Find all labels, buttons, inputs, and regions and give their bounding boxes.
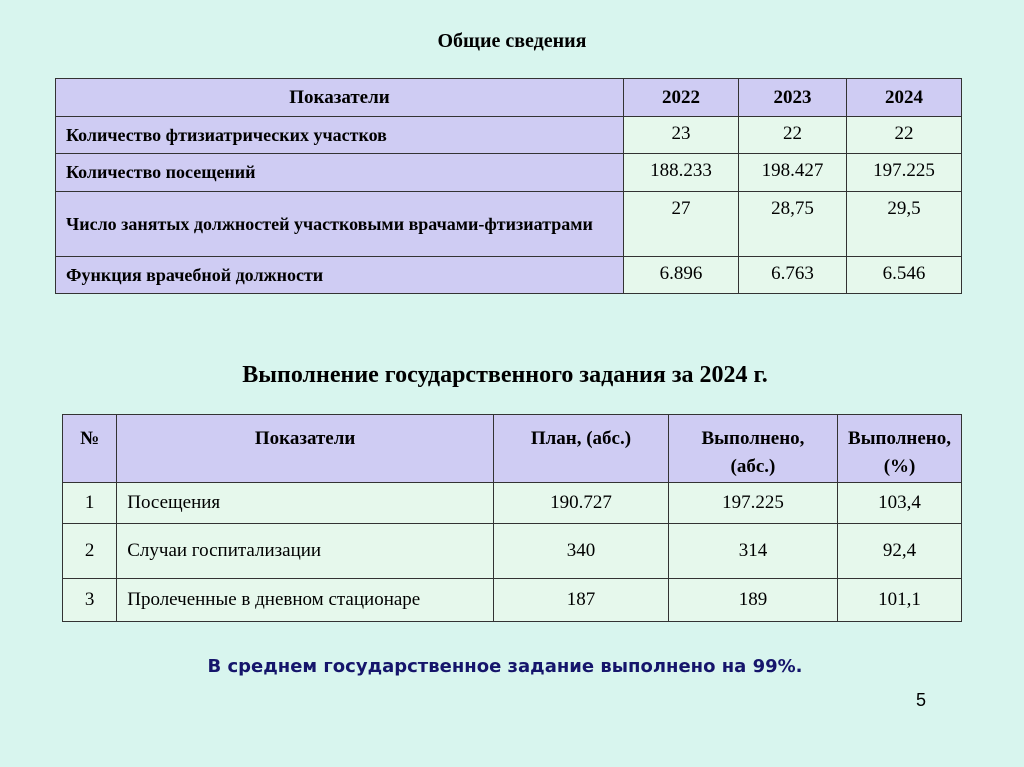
cell-pct: 101,1 [838, 579, 962, 622]
table-row [56, 257, 962, 294]
header-done-pct: Выполнено, (%) [838, 415, 962, 483]
state-task-title: Выполнение государственного задания за 2024 г. [242, 362, 768, 388]
cell-done: 197.225 [668, 483, 837, 524]
header-2024: 2024 [847, 79, 962, 117]
header-done-abs: Выполнено, (абс.) [668, 415, 837, 483]
cell-value: 188.233 [624, 154, 739, 192]
cell-value: 29,5 [847, 192, 962, 257]
cell-value: 197.225 [847, 154, 962, 192]
cell-value: 22 [847, 117, 962, 154]
table-header-row [63, 415, 962, 483]
cell-value: 27 [624, 192, 739, 257]
cell-done: 314 [668, 524, 837, 579]
page-number: 5 [916, 690, 927, 710]
cell-value: 6.546 [847, 257, 962, 294]
table-row [63, 579, 962, 622]
table-row [63, 524, 962, 579]
row-label: Количество фтизиатрических участков [56, 117, 624, 154]
cell-done: 189 [668, 579, 837, 622]
cell-value: 6.896 [624, 257, 739, 294]
header-plan: План, (абс.) [494, 415, 669, 483]
table-header-row [56, 79, 962, 117]
cell-pct: 92,4 [838, 524, 962, 579]
table-row [63, 483, 962, 524]
header-2023: 2023 [739, 79, 847, 117]
row-label: Число занятых должностей участковыми врачами-фтизиатрами [56, 192, 624, 257]
header-2022: 2022 [624, 79, 739, 117]
table-row [56, 192, 962, 257]
cell-plan: 190.727 [494, 483, 669, 524]
header-indicators: Показатели [56, 79, 624, 117]
cell-plan: 340 [494, 524, 669, 579]
header-indicators: Показатели [117, 415, 494, 483]
cell-value: 23 [624, 117, 739, 154]
row-label: Случаи госпитализации [117, 524, 494, 579]
row-label: Пролеченные в дневном стационаре [117, 579, 494, 622]
state-task-table [62, 414, 962, 622]
summary-text: В среднем государственное задание выполнено на 99%. [207, 656, 803, 677]
cell-value: 198.427 [739, 154, 847, 192]
row-label: Количество посещений [56, 154, 624, 192]
table-row [56, 117, 962, 154]
row-number: 2 [63, 524, 117, 579]
cell-value: 22 [739, 117, 847, 154]
general-info-table [55, 78, 962, 294]
table-row [56, 154, 962, 192]
cell-value: 28,75 [739, 192, 847, 257]
row-label: Функция врачебной должности [56, 257, 624, 294]
general-info-title: Общие сведения [437, 30, 587, 52]
row-number: 1 [63, 483, 117, 524]
cell-plan: 187 [494, 579, 669, 622]
header-number: № [63, 415, 117, 483]
cell-pct: 103,4 [838, 483, 962, 524]
row-label: Посещения [117, 483, 494, 524]
row-number: 3 [63, 579, 117, 622]
cell-value: 6.763 [739, 257, 847, 294]
